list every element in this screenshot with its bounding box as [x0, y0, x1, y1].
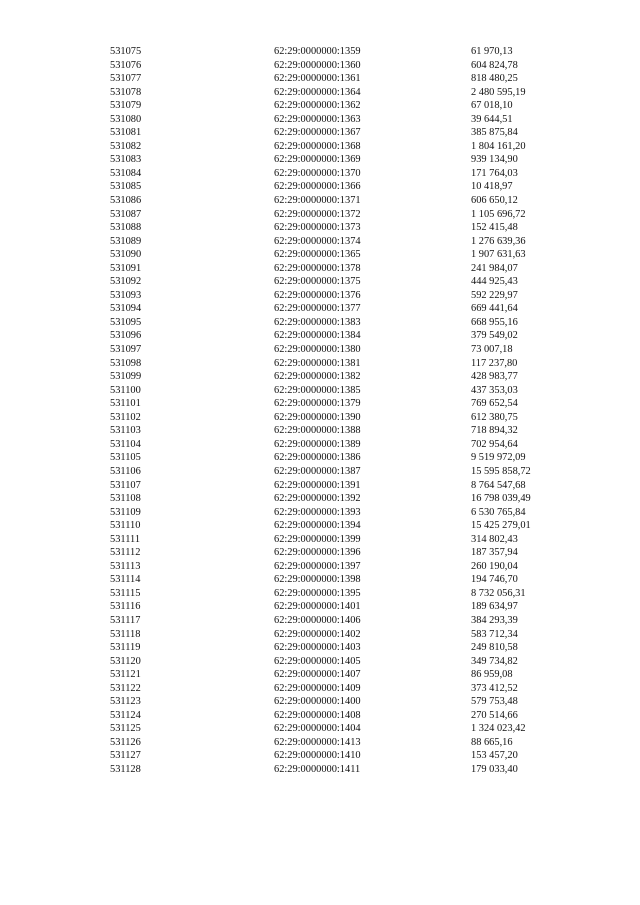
table-body [110, 45, 571, 777]
cadastral-number: 62:29:0000000:1411 [274, 763, 361, 775]
cadastral-value: 10 418,97 [471, 181, 513, 193]
cadastral-number: 62:29:0000000:1387 [274, 465, 361, 477]
cadastral-value: 939 134,90 [471, 154, 518, 166]
cadastral-value: 15 425 279,01 [471, 520, 531, 532]
cadastral-value: 16 798 039,49 [471, 493, 531, 505]
table-row [110, 411, 571, 425]
cadastral-value: 270 514,66 [471, 709, 518, 721]
table-row [110, 668, 571, 682]
cadastral-number: 62:29:0000000:1378 [274, 262, 361, 274]
row-number: 531091 [110, 262, 142, 274]
table-row [110, 370, 571, 384]
cadastral-number: 62:29:0000000:1408 [274, 709, 361, 721]
row-number: 531100 [110, 384, 141, 396]
cadastral-number: 62:29:0000000:1398 [274, 574, 361, 586]
cadastral-number: 62:29:0000000:1396 [274, 547, 361, 559]
table-row [110, 289, 571, 303]
row-number: 531109 [110, 506, 141, 518]
cadastral-number: 62:29:0000000:1371 [274, 195, 361, 207]
table-row [110, 235, 571, 249]
table-row [110, 329, 571, 343]
cadastral-number: 62:29:0000000:1389 [274, 438, 361, 450]
table-row [110, 533, 571, 547]
cadastral-number: 62:29:0000000:1360 [274, 59, 361, 71]
row-number: 531115 [110, 587, 141, 599]
row-number: 531075 [110, 46, 142, 57]
row-number: 531120 [110, 655, 141, 667]
cadastral-value: 1 105 696,72 [471, 208, 526, 220]
cadastral-number: 62:29:0000000:1393 [274, 506, 361, 518]
row-number: 531080 [110, 113, 142, 125]
table-row [110, 86, 571, 100]
cadastral-number: 62:29:0000000:1413 [274, 736, 361, 748]
cadastral-value-table [110, 45, 571, 777]
table-row [110, 113, 571, 127]
cadastral-value: 179 033,40 [471, 763, 518, 775]
table-row [110, 546, 571, 560]
table-row [110, 749, 571, 763]
cadastral-number: 62:29:0000000:1386 [274, 452, 361, 464]
table-row [110, 655, 571, 669]
table-row [110, 384, 571, 398]
table-row [110, 628, 571, 642]
table-row [110, 519, 571, 533]
row-number: 531116 [110, 601, 141, 613]
row-number: 531086 [110, 195, 142, 207]
cadastral-number: 62:29:0000000:1395 [274, 587, 361, 599]
cadastral-value: 702 954,64 [471, 438, 518, 450]
table-row [110, 262, 571, 276]
table-row [110, 695, 571, 709]
row-number: 531101 [110, 398, 141, 410]
cadastral-value: 73 007,18 [471, 344, 513, 356]
row-number: 531078 [110, 86, 142, 98]
cadastral-value: 61 970,13 [471, 46, 513, 57]
cadastral-number: 62:29:0000000:1403 [274, 642, 361, 654]
cadastral-value: 86 959,08 [471, 669, 513, 681]
cadastral-value: 189 634,97 [471, 601, 518, 613]
cadastral-number: 62:29:0000000:1406 [274, 614, 361, 626]
cadastral-value: 194 746,70 [471, 574, 518, 586]
cadastral-value: 818 480,25 [471, 73, 518, 85]
cadastral-number: 62:29:0000000:1390 [274, 411, 361, 423]
table-row [110, 506, 571, 520]
table-row [110, 479, 571, 493]
row-number: 531097 [110, 344, 142, 356]
cadastral-value: 152 415,48 [471, 222, 518, 234]
cadastral-number: 62:29:0000000:1392 [274, 493, 361, 505]
row-number: 531099 [110, 371, 142, 383]
row-number: 531103 [110, 425, 141, 437]
cadastral-number: 62:29:0000000:1366 [274, 181, 361, 193]
table-row [110, 275, 571, 289]
row-number: 531106 [110, 465, 141, 477]
table-row [110, 99, 571, 113]
cadastral-value: 2 480 595,19 [471, 86, 526, 98]
cadastral-number: 62:29:0000000:1383 [274, 316, 361, 328]
table-row [110, 438, 571, 452]
cadastral-value: 8 732 056,31 [471, 587, 526, 599]
row-number: 531094 [110, 303, 142, 315]
cadastral-number: 62:29:0000000:1388 [274, 425, 361, 437]
row-number: 531090 [110, 249, 142, 261]
table-row [110, 72, 571, 86]
cadastral-number: 62:29:0000000:1379 [274, 398, 361, 410]
cadastral-value: 606 650,12 [471, 195, 518, 207]
row-number: 531102 [110, 411, 141, 423]
row-number: 531114 [110, 574, 141, 586]
cadastral-value: 314 802,43 [471, 533, 518, 545]
row-number: 531087 [110, 208, 142, 220]
cadastral-number: 62:29:0000000:1374 [274, 235, 361, 247]
cadastral-number: 62:29:0000000:1402 [274, 628, 361, 640]
row-number: 531105 [110, 452, 141, 464]
row-number: 531083 [110, 154, 142, 166]
row-number: 531121 [110, 669, 141, 681]
cadastral-number: 62:29:0000000:1376 [274, 289, 361, 301]
cadastral-value: 592 229,97 [471, 289, 518, 301]
cadastral-value: 241 984,07 [471, 262, 518, 274]
cadastral-number: 62:29:0000000:1394 [274, 520, 361, 532]
row-number: 531077 [110, 73, 142, 85]
table-row [110, 357, 571, 371]
cadastral-value: 260 190,04 [471, 560, 518, 572]
cadastral-number: 62:29:0000000:1404 [274, 723, 361, 735]
row-number: 531081 [110, 127, 142, 139]
cadastral-value: 1 907 631,63 [471, 249, 526, 261]
cadastral-value: 88 665,16 [471, 736, 513, 748]
row-number: 531117 [110, 614, 141, 626]
cadastral-value: 171 764,03 [471, 167, 518, 179]
table-row [110, 763, 571, 777]
cadastral-value: 9 519 972,09 [471, 452, 526, 464]
table-row [110, 316, 571, 330]
cadastral-value: 384 293,39 [471, 614, 518, 626]
row-number: 531125 [110, 723, 141, 735]
cadastral-value: 117 237,80 [471, 357, 518, 369]
cadastral-number: 62:29:0000000:1363 [274, 113, 361, 125]
row-number: 531128 [110, 763, 141, 775]
row-number: 531076 [110, 59, 142, 71]
cadastral-value: 385 875,84 [471, 127, 518, 139]
row-number: 531108 [110, 493, 141, 505]
cadastral-number: 62:29:0000000:1369 [274, 154, 361, 166]
cadastral-value: 6 530 765,84 [471, 506, 526, 518]
cadastral-value: 579 753,48 [471, 696, 518, 708]
row-number: 531127 [110, 750, 141, 762]
row-number: 531096 [110, 330, 142, 342]
row-number: 531098 [110, 357, 142, 369]
cadastral-value: 1 804 161,20 [471, 140, 526, 152]
cadastral-value: 187 357,94 [471, 547, 518, 559]
cadastral-number: 62:29:0000000:1372 [274, 208, 361, 220]
cadastral-number: 62:29:0000000:1364 [274, 86, 361, 98]
cadastral-number: 62:29:0000000:1400 [274, 696, 361, 708]
table-row [110, 560, 571, 574]
table-row [110, 302, 571, 316]
table-row [110, 573, 571, 587]
table-row [110, 451, 571, 465]
table-row [110, 614, 571, 628]
cadastral-value: 669 441,64 [471, 303, 518, 315]
cadastral-value: 373 412,52 [471, 682, 518, 694]
table-row [110, 722, 571, 736]
cadastral-number: 62:29:0000000:1361 [274, 73, 361, 85]
table-row [110, 641, 571, 655]
cadastral-value: 612 380,75 [471, 411, 518, 423]
row-number: 531093 [110, 289, 142, 301]
table-row [110, 465, 571, 479]
cadastral-value: 437 353,03 [471, 384, 518, 396]
cadastral-value: 153 457,20 [471, 750, 518, 762]
cadastral-value: 8 764 547,68 [471, 479, 526, 491]
row-number: 531107 [110, 479, 141, 491]
table-row [110, 59, 571, 73]
cadastral-number: 62:29:0000000:1381 [274, 357, 361, 369]
cadastral-value: 668 955,16 [471, 316, 518, 328]
table-row [110, 208, 571, 222]
table-row [110, 492, 571, 506]
cadastral-number: 62:29:0000000:1367 [274, 127, 361, 139]
table-row [110, 587, 571, 601]
table-row [110, 343, 571, 357]
cadastral-number: 62:29:0000000:1365 [274, 249, 361, 261]
cadastral-value: 604 824,78 [471, 59, 518, 71]
cadastral-value: 583 712,34 [471, 628, 518, 640]
table-row [110, 736, 571, 750]
cadastral-value: 39 644,51 [471, 113, 513, 125]
row-number: 531089 [110, 235, 142, 247]
row-number: 531079 [110, 100, 142, 112]
row-number: 531111 [110, 533, 141, 545]
cadastral-value: 718 894,32 [471, 425, 518, 437]
cadastral-number: 62:29:0000000:1368 [274, 140, 361, 152]
row-number: 531084 [110, 167, 142, 179]
table-row [110, 248, 571, 262]
cadastral-number: 62:29:0000000:1359 [274, 46, 361, 57]
row-number: 531110 [110, 520, 141, 532]
table-row [110, 221, 571, 235]
cadastral-number: 62:29:0000000:1375 [274, 276, 361, 288]
cadastral-value: 1 276 639,36 [471, 235, 526, 247]
row-number: 531126 [110, 736, 141, 748]
cadastral-number: 62:29:0000000:1410 [274, 750, 361, 762]
table-row [110, 194, 571, 208]
cadastral-number: 62:29:0000000:1377 [274, 303, 361, 315]
table-row [110, 424, 571, 438]
cadastral-number: 62:29:0000000:1385 [274, 384, 361, 396]
cadastral-number: 62:29:0000000:1382 [274, 371, 361, 383]
table-row [110, 126, 571, 140]
cadastral-value: 249 810,58 [471, 642, 518, 654]
row-number: 531082 [110, 140, 142, 152]
cadastral-number: 62:29:0000000:1399 [274, 533, 361, 545]
row-number: 531124 [110, 709, 141, 721]
table-row [110, 45, 571, 59]
cadastral-number: 62:29:0000000:1407 [274, 669, 361, 681]
cadastral-value: 379 549,02 [471, 330, 518, 342]
cadastral-number: 62:29:0000000:1409 [274, 682, 361, 694]
row-number: 531118 [110, 628, 141, 640]
cadastral-number: 62:29:0000000:1401 [274, 601, 361, 613]
row-number: 531095 [110, 316, 142, 328]
cadastral-value: 444 925,43 [471, 276, 518, 288]
cadastral-value: 15 595 858,72 [471, 465, 531, 477]
table-row [110, 600, 571, 614]
row-number: 531085 [110, 181, 142, 193]
cadastral-number: 62:29:0000000:1380 [274, 344, 361, 356]
table-row [110, 709, 571, 723]
row-number: 531119 [110, 642, 141, 654]
table-row [110, 397, 571, 411]
row-number: 531123 [110, 696, 141, 708]
cadastral-number: 62:29:0000000:1373 [274, 222, 361, 234]
cadastral-number: 62:29:0000000:1391 [274, 479, 361, 491]
row-number: 531088 [110, 222, 142, 234]
row-number: 531104 [110, 438, 141, 450]
table-row [110, 140, 571, 154]
cadastral-number: 62:29:0000000:1370 [274, 167, 361, 179]
cadastral-value: 349 734,82 [471, 655, 518, 667]
row-number: 531092 [110, 276, 142, 288]
row-number: 531112 [110, 547, 141, 559]
row-number: 531113 [110, 560, 141, 572]
cadastral-number: 62:29:0000000:1405 [274, 655, 361, 667]
table-row [110, 180, 571, 194]
cadastral-number: 62:29:0000000:1362 [274, 100, 361, 112]
table-row [110, 153, 571, 167]
table-row [110, 167, 571, 181]
cadastral-number: 62:29:0000000:1384 [274, 330, 361, 342]
cadastral-number: 62:29:0000000:1397 [274, 560, 361, 572]
row-number: 531122 [110, 682, 141, 694]
cadastral-value: 67 018,10 [471, 100, 513, 112]
cadastral-value: 769 652,54 [471, 398, 518, 410]
table-row [110, 682, 571, 696]
cadastral-value: 1 324 023,42 [471, 723, 526, 735]
cadastral-value: 428 983,77 [471, 371, 518, 383]
